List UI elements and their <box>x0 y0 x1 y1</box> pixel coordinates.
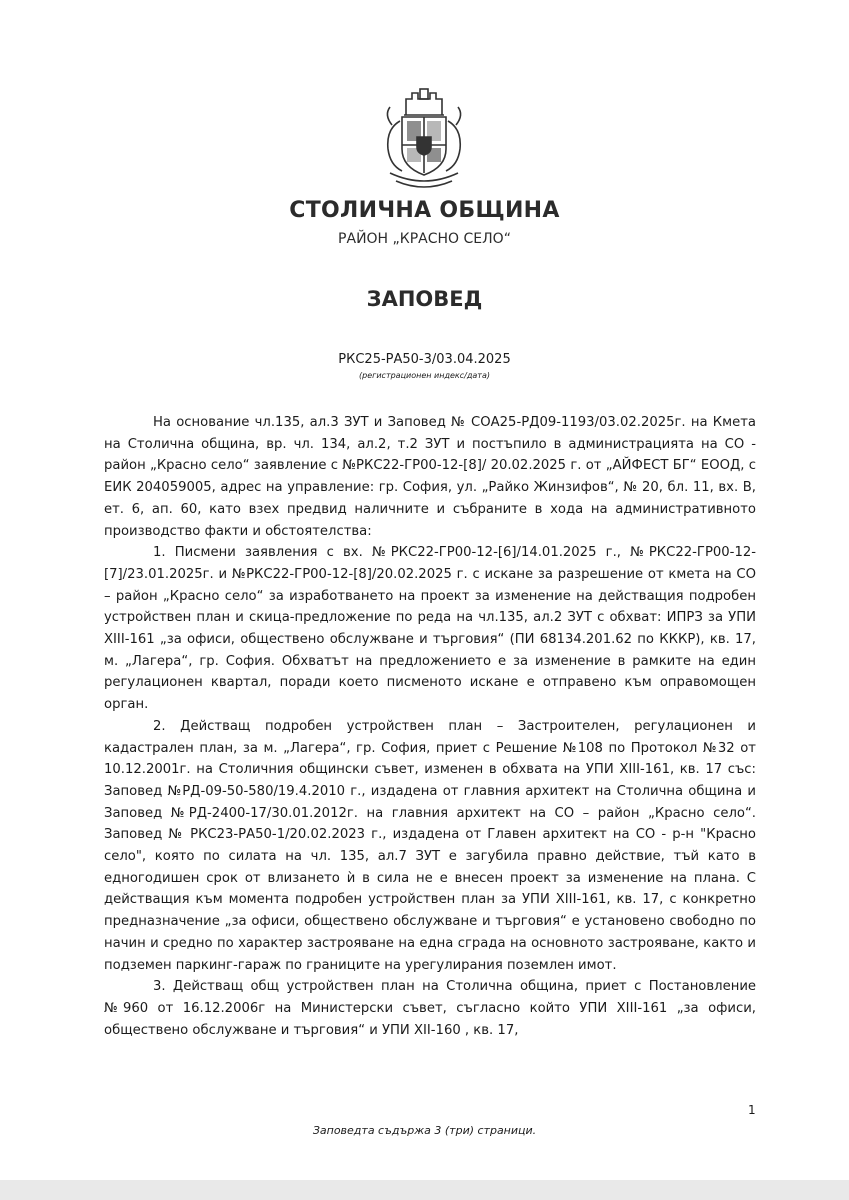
sofia-coat-of-arms-icon <box>372 85 476 197</box>
scan-bottom-edge <box>0 1180 849 1200</box>
paragraph-item-2: 2. Действащ подробен устройствен план – Застроителен, регулационен и кадастрален план, за м. „Лагера“, гр. София, приет с Решение №108 по Протокол №32 от 10.12.2001г. на Столичния общински съвет, изменен в обхвата на УПИ XIII-161, кв. 17 със: Заповед №РД-09-50-580/19.4.2010 г., издадена от главния архитект на Столична община и Заповед №РД-2400-17/30.01.2012г. на главния архитект на СО – район „Красно село“. Заповед № РКС23-РА50-1/20.02.2023 г., издадена от Главен архитект на СО - р-н "Красно село", която по силата на чл. 135, ал.7 ЗУТ е загубила правно действие, тъй като в едногодишен срок от влизането ѝ в сила не е внесен проект за изменение на плана. С действащия към момента подробен устройствен план за УПИ XIII-161, кв. 17, с конкретно предназначение „за офиси, обществено обслужване и търговия“ е установено свободно по начин и средно по характер застрояване на една сграда на основното застрояване, както и подземен паркинг-гараж по границите на урегулирания поземлен имот. <box>104 718 756 973</box>
footer-note: Заповедта съдържа 3 (три) страници. <box>312 1124 537 1137</box>
page-number: 1 <box>748 1103 756 1117</box>
registration-caption: (регистрационен индекс/дата) <box>359 371 490 380</box>
paragraph-item-1: 1. Писмени заявления с вх. №РКС22-ГР00-12-[6]/14.01.2025 г., №РКС22-ГР00-12-[7]/23.01.2025г. и №РКС22-ГР00-12-[8]/20.02.2025 г. с искане за разрешение от кмета на СО – район „Красно село“ за изработването на проект за изменение на действащия подробен устройствен план и скица-предложение по реда на чл.135, ал.2 ЗУТ с обхват: ИПРЗ за УПИ XIII-161 „за офиси, обществено обслужване и търговия“ (ПИ 68134.201.62 по КККР), кв. 17, м. „Лагера“, гр. София. Обхватът на предложението е за изменение в рамките на един регулационен квартал, поради което писменото искане е отправено към оправомощен орган. <box>104 545 756 713</box>
organization-name: СТОЛИЧНА ОБЩИНА <box>289 198 560 223</box>
district-name: РАЙОН „КРАСНО СЕЛО“ <box>338 231 511 247</box>
document-title: ЗАПОВЕД <box>366 287 483 311</box>
document-body <box>104 412 756 1041</box>
paragraph-item-3: 3. Действащ общ устройствен план на Столична община, приет с Постановление №960 от 16.12.2006г на Министерски съвет, съгласно който УПИ XIII-161 „за офиси, обществено обслужване и търговия“ и УПИ XII-160 , кв. 17, <box>104 979 756 1038</box>
paragraph-preamble: На основание чл.135, ал.3 ЗУТ и Заповед № СОА25-РД09-1193/03.02.2025г. на Кмета на Столична община, вр. чл. 134, ал.2, т.2 ЗУТ и постъпило в администрацията на СО - район „Красно село“ заявление с №РКС22-ГР00-12-[8]/ 20.02.2025 г. от „АЙФЕСТ БГ“ ЕООД, с ЕИК 204059005, адрес на управление: гр. София, ул. „Райко Жинзифов“, № 20, бл. 11, вх. В, ет. 6, ап. 60, като взех предвид наличните и събраните в хода на административното производство факти и обстоятелства: <box>104 415 756 539</box>
registration-number: РКС25-РА50-3/03.04.2025 <box>338 352 511 367</box>
